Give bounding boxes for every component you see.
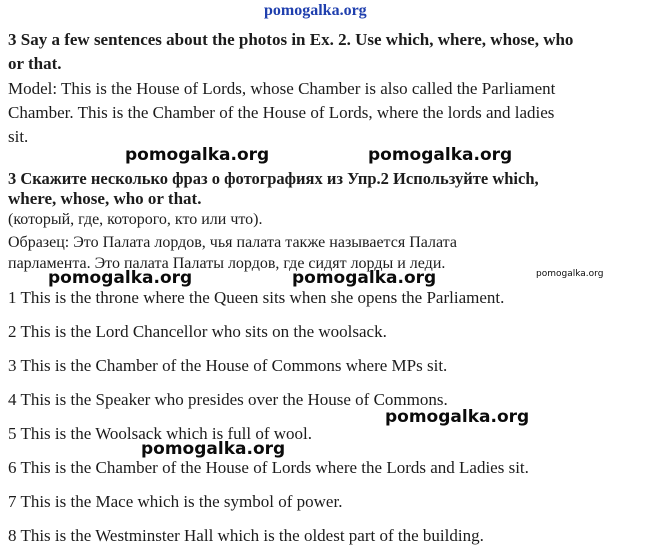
watermark: pomogalka.org bbox=[48, 268, 193, 288]
russian-heading-line1: 3 Скажите несколько фраз о фотографиях из Упр.2 Используйте which, bbox=[8, 169, 539, 188]
watermark: pomogalka.org bbox=[385, 407, 530, 427]
model-line1: Model: This is the House of Lords, whose Chamber is also called the Parliament bbox=[8, 79, 556, 98]
answer-8: 8 This is the Westminster Hall which is the oldest part of the building. bbox=[8, 526, 484, 545]
answer-2: 2 This is the Lord Chancellor who sits on the woolsack. bbox=[8, 322, 387, 341]
russian-model-line2: парламента. Это палата Палаты лордов, где сидят лорды и леди. bbox=[8, 255, 446, 272]
answer-4: 4 This is the Speaker who presides over the House of Commons. bbox=[8, 390, 448, 409]
english-heading-line2: or that. bbox=[8, 54, 62, 73]
watermark: pomogalka.org bbox=[368, 145, 513, 165]
answer-1: 1 This is the throne where the Queen sits when she opens the Parliament. bbox=[8, 288, 505, 307]
russian-model-line1: Образец: Это Палата лордов, чья палата также называется Палата bbox=[8, 234, 457, 251]
russian-heading-line2: where, whose, who or that. bbox=[8, 189, 202, 208]
watermark: pomogalka.org bbox=[125, 145, 270, 165]
watermark: pomogalka.org bbox=[141, 439, 286, 459]
english-heading-line1: 3 Say a few sentences about the photos in Ex. 2. Use which, where, whose, who bbox=[8, 30, 574, 49]
answer-7: 7 This is the Mace which is the symbol of power. bbox=[8, 492, 343, 511]
answer-5: 5 This is the Woolsack which is full of wool. bbox=[8, 424, 312, 443]
watermark-top: pomogalka.org bbox=[264, 2, 367, 19]
answer-6: 6 This is the Chamber of the House of Lords where the Lords and Ladies sit. bbox=[8, 458, 529, 477]
model-line2: Chamber. This is the Chamber of the House of Lords, where the lords and ladies bbox=[8, 103, 555, 122]
answer-3: 3 This is the Chamber of the House of Commons where MPs sit. bbox=[8, 356, 448, 375]
watermark: pomogalka.org bbox=[292, 268, 437, 288]
model-line3: sit. bbox=[8, 127, 29, 146]
watermark-small: pomogalka.org bbox=[536, 269, 604, 279]
russian-note: (который, где, которого, кто или что). bbox=[8, 211, 263, 228]
